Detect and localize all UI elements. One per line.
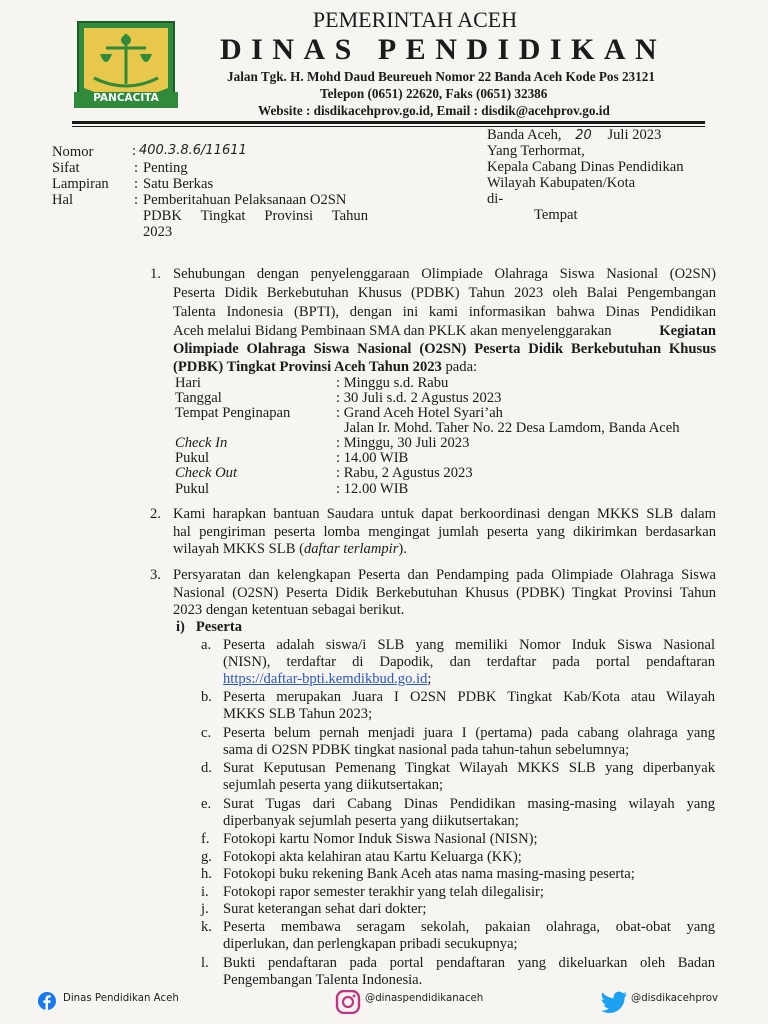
list-item-line: Fotokopi rapor semester terakhir yang telah dilegalisir; <box>223 884 544 900</box>
meta-label-nomor: Nomor <box>52 144 94 160</box>
list-item-text: ; <box>427 671 432 687</box>
twitter-icon[interactable] <box>600 991 628 1013</box>
list-letter: b. <box>201 689 212 705</box>
schedule-value: : 12.00 WIB <box>336 481 409 497</box>
event-name-bold: Kegiatan <box>659 323 716 339</box>
meta-value-hal-cont: PDBK Tingkat Provinsi Tahun <box>143 208 368 224</box>
agency-address: Jalan Tgk. H. Mohd Daud Beureueh Nomor 22 Banda Aceh Kode Pos 23121 <box>227 69 655 84</box>
paragraph-line <box>173 323 716 339</box>
schedule-value: : Grand Aceh Hotel Syari’ah <box>336 405 503 421</box>
recipient-place: Tempat <box>534 207 578 223</box>
paragraph-line: Sehubungan dengan penyelenggaraan Olimpiade Olahraga Siswa Nasional (O2SN) <box>173 266 716 282</box>
list-item-line: Peserta adalah siswa/i SLB yang memiliki Nomor Induk Siswa Nasional <box>223 637 715 653</box>
schedule-label: Check Out <box>175 465 238 481</box>
paragraph-line: 2023 dengan ketentuan sebagai berikut. <box>173 602 405 618</box>
list-item-line: sama di O2SN PDBK tingkat nasional pada tahun-tahun sebelumnya; <box>223 742 630 758</box>
paragraph-line: Kami harapkan bantuan Saudara untuk dapat berkoordinasi dengan MKKS SLB dalam <box>173 506 716 522</box>
list-item-line: Fotokopi buku rekening Bank Aceh atas nama masing-masing peserta; <box>223 866 635 882</box>
paragraph-line: Nasional (O2SN) Peserta Didik Berkebutuhan Khusus (PDBK) Tingkat Provinsi Tahun <box>173 585 716 601</box>
meta-sep-nomor: : <box>132 143 137 159</box>
paragraph-text: ). <box>398 541 407 557</box>
schedule-value: Jalan Ir. Mohd. Taher No. 22 Desa Lamdom, Banda Aceh <box>344 420 680 436</box>
meta-value-nomor: 400.3.8.6/11611 <box>139 143 247 158</box>
government-title: PEMERINTAH ACEH <box>312 7 518 32</box>
list-item-line: Fotokopi akta kelahiran atau Kartu Keluarga (KK); <box>223 849 522 865</box>
schedule-label: Tanggal <box>175 390 222 406</box>
agency-title: DINAS PENDIDIKAN <box>220 33 667 66</box>
list-letter: k. <box>201 919 212 935</box>
list-item-line: Surat Tugas dari Cabang Dinas Pendidikan masing-masing wilayah yang <box>223 796 715 812</box>
list-letter: c. <box>201 725 212 741</box>
recipient-line: Wilayah Kabupaten/Kota <box>487 175 636 191</box>
letter-date <box>487 127 661 144</box>
paragraph-line: Talenta Indonesia (BPTI), dengan ini kami informasikan bahwa Dinas Pendidikan <box>173 304 716 320</box>
meta-label-lampiran: Lampiran <box>52 176 109 192</box>
list-item-line <box>223 671 431 687</box>
agency-phone: Telepon (0651) 22620, Faks (0651) 32386 <box>320 86 548 101</box>
meta-label-sifat: Sifat <box>52 160 80 176</box>
meta-value-hal-year: 2023 <box>143 224 173 240</box>
list-letter: g. <box>201 849 212 865</box>
letter-date-place: Banda Aceh, <box>487 127 562 143</box>
schedule-value: : Minggu s.d. Rabu <box>336 375 449 391</box>
meta-sep-sifat: : <box>134 160 139 176</box>
list-letter: l. <box>201 955 209 971</box>
paragraph-line <box>173 359 477 375</box>
schedule-value: : Minggu, 30 Juli 2023 <box>336 435 470 451</box>
list-item-line: (NISN), terdaftar di Dapodik, dan terdaftar pada portal pendaftaran <box>223 654 715 670</box>
list-item-line: Peserta membawa seragam sekolah, pakaian olahraga, obat-obat yang <box>223 919 715 935</box>
list-item-line: Fotokopi kartu Nomor Induk Siswa Nasional (NISN); <box>223 831 538 847</box>
schedule-label: Pukul <box>175 481 210 497</box>
list-item-line: Pengembangan Talenta Indonesia. <box>223 972 423 988</box>
facebook-handle[interactable]: Dinas Pendidikan Aceh <box>63 993 179 1004</box>
meta-sep-lampiran: : <box>134 176 139 192</box>
list-item-line: Peserta belum pernah menjadi juara I (pertama) pada cabang olahraga yang <box>223 725 715 741</box>
meta-value-lampiran: Satu Berkas <box>143 176 214 192</box>
attachment-note: daftar terlampir <box>303 541 399 557</box>
list-item-line: diperlukan, dan perlengkapan pribadi secukupnya; <box>223 936 518 952</box>
paragraph-text: pada: <box>441 359 478 375</box>
letterhead-divider-thick <box>72 121 705 124</box>
instagram-icon[interactable] <box>335 990 361 1014</box>
list-letter: a. <box>201 637 212 653</box>
list-letter: d. <box>201 760 212 776</box>
paragraph-line <box>173 541 407 557</box>
event-name-bold: Olimpiade Olahraga Siswa Nasional (O2SN) Peserta Didik Berkebutuhan Khusus <box>173 341 716 357</box>
twitter-handle[interactable]: @disdikacehprov <box>631 993 719 1004</box>
registration-portal-link[interactable]: https://daftar-bpti.kemdikbud.go.id <box>223 671 428 687</box>
paragraph-number: 2. <box>150 506 161 522</box>
section-heading-peserta: i) Peserta <box>176 619 243 635</box>
schedule-label: Tempat Penginapan <box>175 405 291 421</box>
agency-website-email: Website : disdikacehprov.go.id, Email : disdik@acehprov.go.id <box>258 103 610 118</box>
meta-value-hal: Pemberitahuan Pelaksanaan O2SN <box>143 192 347 208</box>
facebook-icon[interactable] <box>38 992 56 1010</box>
list-item-line: Peserta merupakan Juara I O2SN PDBK Tingkat Kab/Kota atau Wilayah <box>223 689 715 705</box>
schedule-label: Check In <box>175 435 228 451</box>
list-item-line: Bukti pendaftaran pada portal pendaftaran yang dikeluarkan oleh Badan <box>223 955 715 971</box>
schedule-label: Pukul <box>175 450 210 466</box>
paragraph-line: Peserta Didik Berkebutuhan Khusus (PDBK) Tahun 2023 oleh Balai Pengembangan <box>173 285 716 301</box>
list-letter: f. <box>201 831 210 847</box>
list-letter: j. <box>201 901 209 917</box>
instagram-handle[interactable]: @dinaspendidikanaceh <box>365 993 484 1004</box>
schedule-label: Hari <box>175 375 201 391</box>
list-item-line: Surat keterangan sehat dari dokter; <box>223 901 427 917</box>
recipient-line: di- <box>487 191 504 207</box>
schedule-value: : Rabu, 2 Agustus 2023 <box>336 465 473 481</box>
list-letter: e. <box>201 796 212 812</box>
paragraph-line: hal pengiriman peserta lomba mengingat jumlah peserta yang dikirimkan berdasarkan <box>173 524 716 540</box>
list-item-line: Surat Keputusan Pemenang Tingkat Wilayah MKKS SLB yang diperbanyak <box>223 760 715 776</box>
list-letter: i. <box>201 884 209 900</box>
letter-date-day: 20 <box>575 128 592 143</box>
meta-value-sifat: Penting <box>143 160 188 176</box>
logo-banner-text: PANCACITA <box>93 92 159 104</box>
paragraph-text: Aceh melalui Bidang Pembinaan SMA dan PKLK akan menyelenggarakan <box>173 323 616 339</box>
paragraph-number: 1. <box>150 266 161 282</box>
list-letter: h. <box>201 866 212 882</box>
paragraph-text: wilayah MKKS SLB ( <box>173 541 304 557</box>
paragraph-number: 3. <box>150 567 161 583</box>
recipient-line: Kepala Cabang Dinas Pendidikan <box>487 159 684 175</box>
list-item-line: MKKS SLB Tahun 2023; <box>223 706 373 722</box>
schedule-value: : 14.00 WIB <box>336 450 409 466</box>
list-item-line: diperbanyak sejumlah peserta yang diikutsertakan; <box>223 813 519 829</box>
paragraph-line: Persyaratan dan kelengkapan Peserta dan Pendamping pada Olimpiade Olahraga Siswa <box>173 567 716 583</box>
letter-date-month: Juli 2023 <box>607 127 662 143</box>
schedule-value: : 30 Juli s.d. 2 Agustus 2023 <box>336 390 502 406</box>
list-item-line: sejumlah peserta yang diikutsertakan; <box>223 777 444 793</box>
event-name-bold: (PDBK) Tingkat Provinsi Aceh Tahun 2023 <box>173 359 442 375</box>
meta-label-hal: Hal <box>52 192 74 208</box>
recipient-line: Yang Terhormat, <box>487 143 585 159</box>
meta-sep-hal: : <box>134 192 139 208</box>
